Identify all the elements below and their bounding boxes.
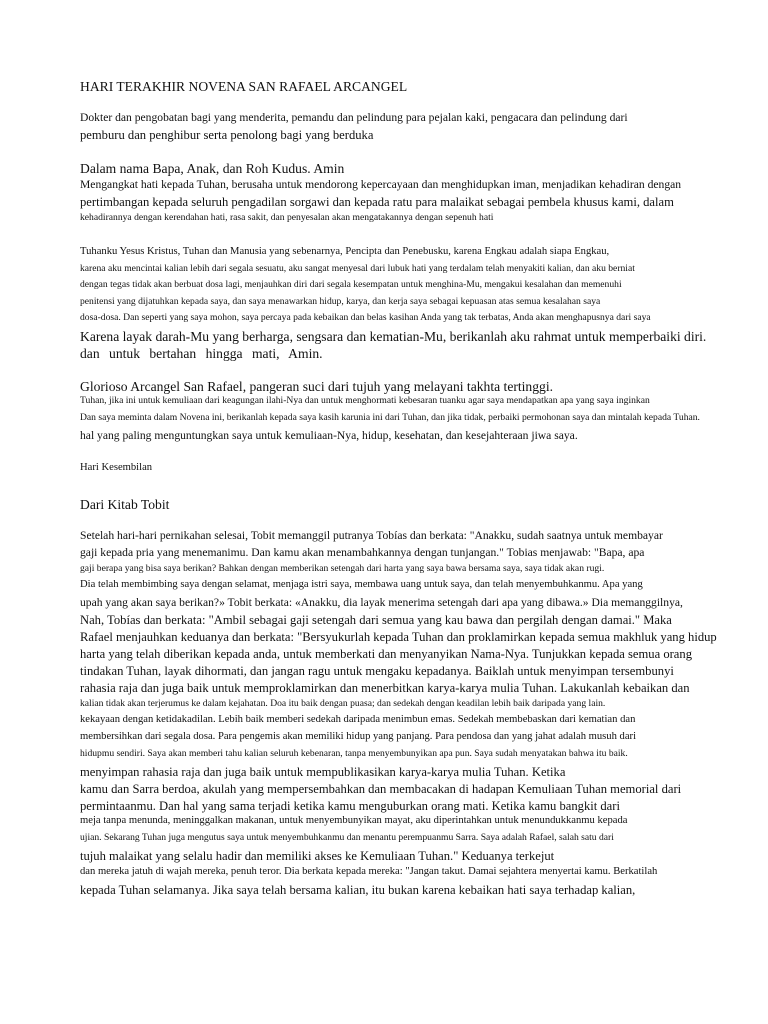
reading-line: Dia telah membimbing saya dengan selamat, menjaga istri saya, membawa uang untuk saya, dan telah menyembuhkanmu. Apa yang xyxy=(80,579,643,590)
reading-line: ujian. Sekarang Tuhan juga mengutus saya untuk menyembuhkanmu dan menantu perempuanmu Sarra. Saya adalah Rafael, salah satu dari xyxy=(80,832,614,843)
reading-line: harta yang telah diberikan kepada anda, untuk memberkati dan menyanyikan Nama-Nya. Tunjukkan kepada semua orang xyxy=(80,647,692,661)
reading-line: kepada Tuhan selamanya. Jika saya telah bersama kalian, itu bukan karena kebaikan hati saya terhadap kalian, xyxy=(80,883,636,897)
day-label: Hari Kesembilan xyxy=(80,462,153,473)
reading-line: dan mereka jatuh di wajah mereka, penuh teror. Dia berkata kepada mereka: "Jangan takut. Damai sejahtera menyertai kamu. Berkatilah xyxy=(80,866,658,877)
opening-heading: Dalam nama Bapa, Anak, dan Roh Kudus. Amin xyxy=(80,161,345,176)
reading-line: meja tanpa menunda, meninggalkan makanan, untuk menyembunyikan mayat, aku diperintahkan untuk menundukkanmu kepada xyxy=(80,815,628,826)
opening-line: Mengangkat hati kepada Tuhan, berusaha untuk mendorong kepercayaan dan menghidupkan iman, menjadikan kehadiran dengan xyxy=(80,178,682,191)
reading-line: Nah, Tobías dan berkata: "Ambil sebagai gaji setengah dari semua yang kau bawa dan pergilah dengan damai." Maka xyxy=(80,613,672,627)
opening-line: pertimbangan kepada seluruh pengadilan sorgawi dan kepada ratu para malaikat sebagai pembela khusus kami, dalam xyxy=(80,195,674,209)
reading-line: hidupmu sendiri. Saya akan memberi tahu kalian seluruh kebenaran, tanpa menyembunyikan apa pun. Saya sudah menyatakan bahwa itu baik. xyxy=(80,748,628,759)
contrition-line: karena aku mencintai kalian lebih dari segala sesuatu, aku sangat menyesal dari lubuk hati yang terdalam telah menyakiti kalian, dan aku berniat xyxy=(80,263,635,274)
intro-line: Dokter dan pengobatan bagi yang menderita, pemandu dan pelindung para pejalan kaki, pengacara dan pelindung dari xyxy=(80,111,628,124)
reading-line: Rafael menjauhkan keduanya dan berkata: "Bersyukurlah kepada Tuhan dan proklamirkan kepada semua makhluk yang hidup xyxy=(80,630,717,644)
reading-line: rahasia raja dan juga baik untuk memproklamirkan dan menerbitkan karya-karya mulia Tuhan. Lakukanlah kebaikan dan xyxy=(80,681,690,695)
document-title: HARI TERAKHIR NOVENA SAN RAFAEL ARCANGEL xyxy=(80,79,408,94)
contrition-line: dosa-dosa. Dan seperti yang saya mohon, saya percaya pada kebaikan dan belas kasihan Anda yang tak terbatas, Anda akan menghapusnya dari saya xyxy=(80,312,651,323)
prayer-line: Tuhan, jika ini untuk kemuliaan dari keagungan ilahi-Nya dan untuk menghormati kebesaran tuanku agar saya mendapatkan apa yang saya inginkan xyxy=(80,395,650,406)
reading-line: kalian tidak akan terjerumus ke dalam kejahatan. Doa itu baik dengan puasa; dan sedekah dengan keadilan lebih baik daripada yang lain. xyxy=(80,698,606,709)
prayer-line: hal yang paling menguntungkan saya untuk kemuliaan-Nya, hidup, kesehatan, dan kesejahteraan jiwa saya. xyxy=(80,429,578,442)
reading-line: kekayaan dengan ketidakadilan. Lebih baik memberi sedekah daripada menimbun emas. Sedekah membebaskan dari kematian dan xyxy=(80,714,636,725)
reading-line: gaji kepada pria yang menemanimu. Dan kamu akan menambahkannya dengan tunjangan." Tobias menjawab: "Bapa, apa xyxy=(80,546,645,559)
reading-line: tindakan Tuhan, layak dihormati, dan jangan ragu untuk mengaku kepadanya. Baiklah untuk menyimpan tersembunyi xyxy=(80,664,674,678)
contrition-line: dan untuk bertahan hingga mati, Amin. xyxy=(80,346,323,361)
reading-line: menyimpan rahasia raja dan juga baik untuk mempublikasikan karya-karya mulia Tuhan. Ketika xyxy=(80,765,566,779)
contrition-line: Karena layak darah-Mu yang berharga, sengsara dan kematian-Mu, berikanlah aku rahmat untuk memperbaiki diri. xyxy=(80,329,707,344)
reading-line: membersihkan dari segala dosa. Para pengemis akan memiliki hidup yang panjang. Para pendosa dan yang jahat adalah musuh dari xyxy=(80,731,637,742)
reading-line: gaji berapa yang bisa saya berikan? Bahkan dengan memberikan setengah dari harta yang saya bawa bersama saya, saya tidak akan rugi. xyxy=(80,563,605,574)
opening-line: kehadirannya dengan kerendahan hati, rasa sakit, dan penyesalan akan mengatakannya dengan sepenuh hati xyxy=(80,212,494,223)
contrition-line: penitensi yang dijatuhkan kepada saya, dan saya menawarkan hidup, karya, dan kerja saya sebagai kepuasan atas semua kesalahan saya xyxy=(80,296,601,307)
contrition-line: dengan tegas tidak akan berbuat dosa lagi, menjauhkan diri dari segala kesempatan untuk menghina-Mu, mengakui kesalahan dan memenuhi xyxy=(80,279,622,290)
prayer-heading: Glorioso Arcangel San Rafael, pangeran suci dari tujuh yang melayani takhta tertinggi. xyxy=(80,379,553,394)
reading-line: permintaanmu. Dan hal yang sama terjadi ketika kamu menguburkan orang mati. Ketika kamu bangkit dari xyxy=(80,799,620,813)
reading-line: tujuh malaikat yang selalu hadir dan memiliki akses ke Kemuliaan Tuhan." Keduanya terkejut xyxy=(80,849,555,863)
reading-heading: Dari Kitab Tobit xyxy=(80,497,170,512)
reading-line: upah yang akan saya berikan?» Tobit berkata: «Anakku, dia layak menerima setengah dari apa yang dibawa.» Dia memanggilnya, xyxy=(80,596,683,609)
prayer-line: Dan saya meminta dalam Novena ini, berikanlah kepada saya kasih karunia ini dari Tuhan, dan jika tidak, perbaiki permohonan saya dan mintalah kepada Tuhan. xyxy=(80,412,700,423)
reading-line: kamu dan Sarra berdoa, akulah yang mempersembahkan dan membacakan di hadapan Kemuliaan Tuhan memorial dari xyxy=(80,782,682,796)
intro-line: pemburu dan penghibur serta penolong bagi yang berduka xyxy=(80,128,374,142)
contrition-line: Tuhanku Yesus Kristus, Tuhan dan Manusia yang sebenarnya, Pencipta dan Penebusku, karena Engkau adalah siapa Engkau, xyxy=(80,246,610,257)
reading-line: Setelah hari-hari pernikahan selesai, Tobit memanggil putranya Tobías dan berkata: "Anakku, sudah saatnya untuk membayar xyxy=(80,529,663,542)
